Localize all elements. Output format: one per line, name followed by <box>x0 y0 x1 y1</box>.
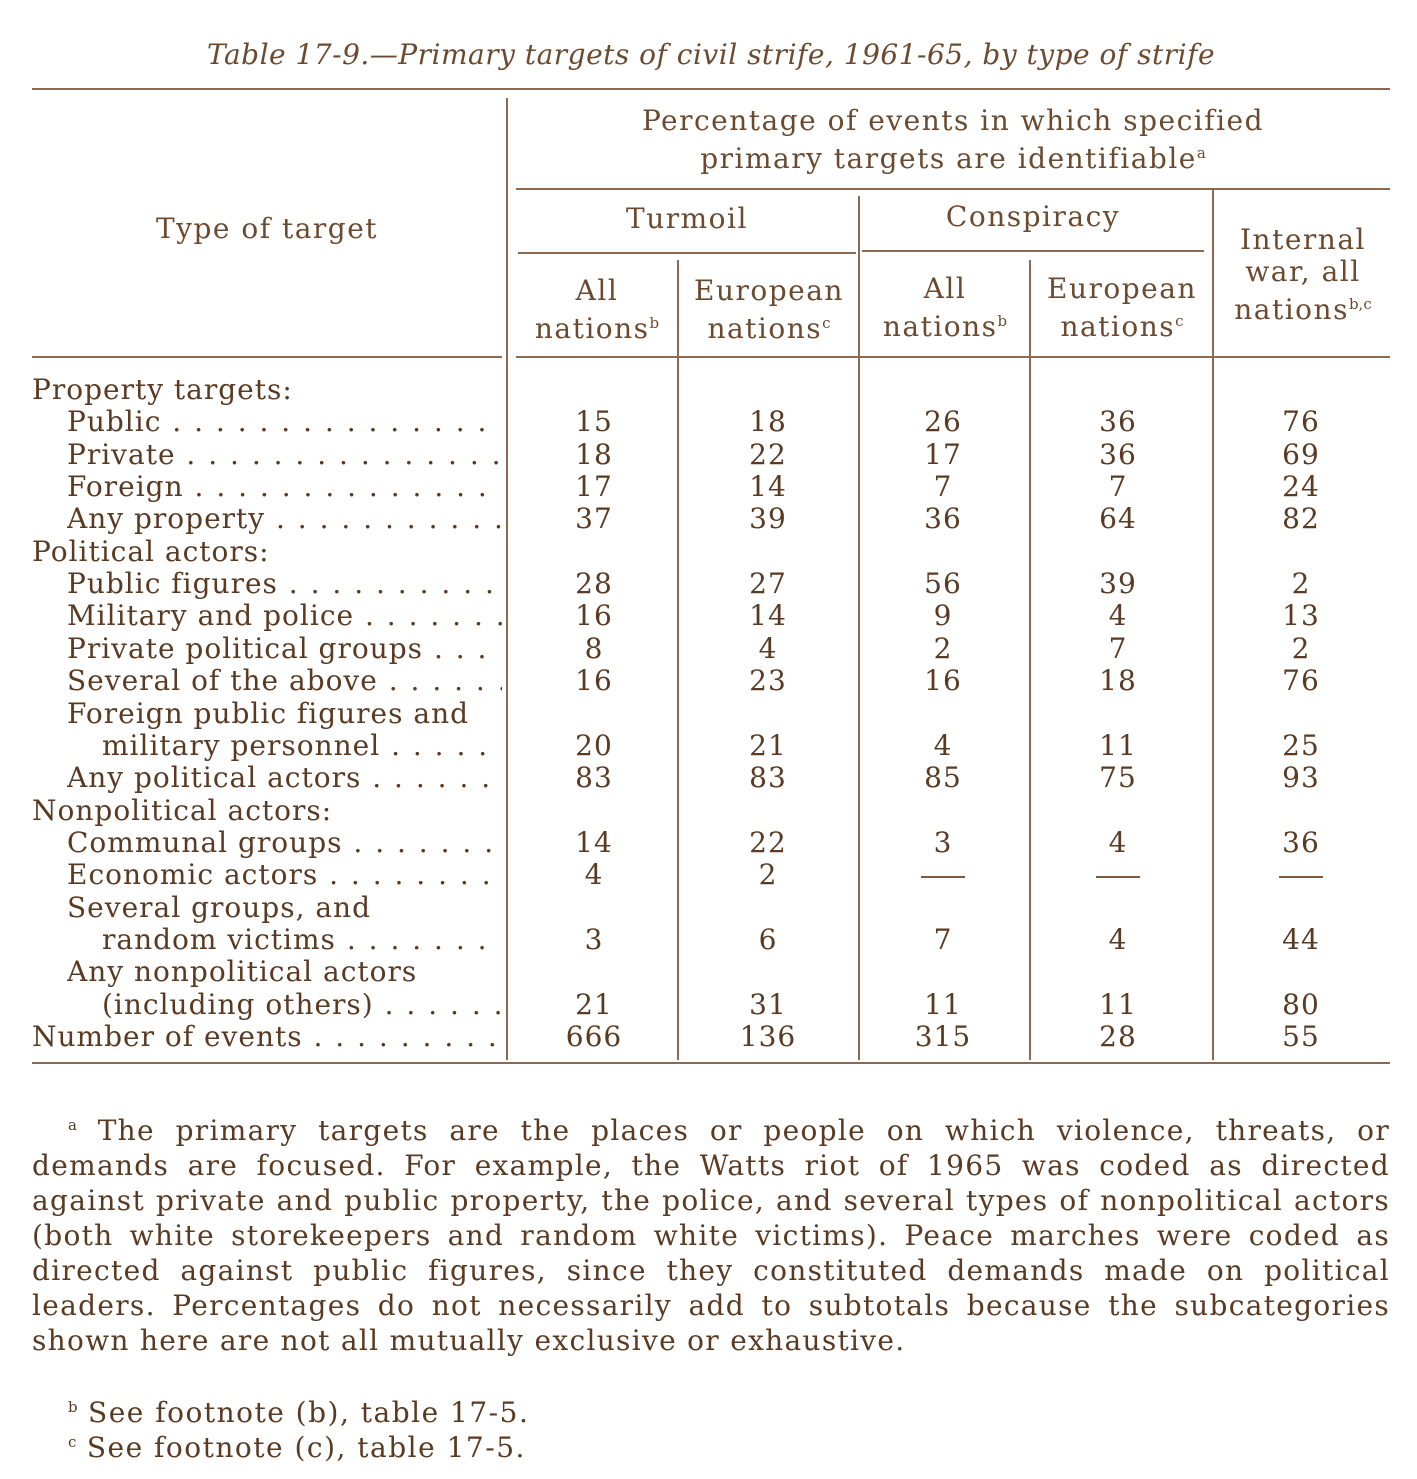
row-value: 14 <box>575 825 613 859</box>
row-value: 25 <box>1282 728 1320 762</box>
table-row <box>32 600 1390 632</box>
row-value: 56 <box>924 567 962 601</box>
table-row <box>32 924 1390 956</box>
table-bottom-rule <box>32 1062 1390 1064</box>
row-value <box>893 859 993 891</box>
turmoil-european-nations-header: European nations$^c$ <box>694 274 844 345</box>
row-label: Nonpolitical actors: <box>32 794 333 827</box>
row-value: 28 <box>1099 1020 1137 1053</box>
dash-mark <box>921 876 965 878</box>
table-row <box>32 568 1390 600</box>
row-label: Several groups, and <box>67 891 372 924</box>
row-value: 83 <box>575 761 613 795</box>
table-row <box>32 536 1390 568</box>
row-value: 13 <box>1282 599 1320 633</box>
table-caption: Table 17-9.—Primary targets of civil strife, 1961-65, by type of strife <box>206 38 1216 71</box>
row-value: 3 <box>933 825 953 859</box>
row-value: 14 <box>749 470 787 504</box>
row-value: 2 <box>758 858 778 892</box>
row-value: 16 <box>924 664 962 698</box>
table-row <box>32 406 1390 438</box>
row-value: 2 <box>933 631 953 665</box>
row-value: 15 <box>575 405 613 439</box>
column-header-rule <box>516 356 1390 358</box>
row-value: 8 <box>584 631 604 665</box>
row-label: Private political groups . . . <box>67 633 502 665</box>
table-row <box>32 665 1390 697</box>
row-value <box>1251 859 1351 891</box>
row-value: 22 <box>749 437 787 471</box>
turmoil-all-nations-header: All nations$^b$ <box>534 274 660 345</box>
row-value: 85 <box>924 761 962 795</box>
footnote-a <box>32 1108 1390 1358</box>
stub-header-rule <box>32 356 502 358</box>
row-value: 36 <box>1099 437 1137 471</box>
table-row <box>32 859 1390 891</box>
table-row <box>32 892 1390 924</box>
row-value: 80 <box>1282 987 1320 1021</box>
row-value: 3 <box>584 922 604 956</box>
row-value: 18 <box>575 437 613 471</box>
spanner-rule <box>516 188 1390 190</box>
dash-mark <box>1096 876 1140 878</box>
row-value: 22 <box>749 825 787 859</box>
row-value: 93 <box>1282 761 1320 795</box>
row-label: Property targets: <box>32 374 293 406</box>
row-value: 76 <box>1282 405 1320 439</box>
row-value: 16 <box>575 599 613 633</box>
row-value: 27 <box>749 567 787 601</box>
row-label: Public figures . . . <box>67 568 502 600</box>
row-value: 64 <box>1099 502 1137 536</box>
row-value: 11 <box>1099 728 1137 762</box>
table-top-rule <box>32 88 1390 90</box>
table-row <box>32 827 1390 859</box>
row-value: 21 <box>575 987 613 1021</box>
table-row <box>32 633 1390 665</box>
conspiracy-header: Conspiracy <box>945 200 1121 233</box>
row-value: 55 <box>1282 1020 1320 1053</box>
row-value <box>1068 859 1168 891</box>
row-value: 2 <box>1291 567 1311 601</box>
row-label: Communal groups . . . <box>67 827 502 859</box>
row-value: 18 <box>749 405 787 439</box>
row-label: Any political actors . . . <box>67 762 502 794</box>
row-value: 17 <box>924 437 962 471</box>
row-value: 7 <box>933 470 953 504</box>
row-value: 20 <box>575 728 613 762</box>
row-label: random victims . . . <box>102 924 502 956</box>
row-value: 4 <box>584 858 604 892</box>
row-value: 28 <box>575 567 613 601</box>
row-label: Economic actors . . . <box>67 859 502 891</box>
row-value: 4 <box>1108 599 1128 633</box>
table-row <box>32 730 1390 762</box>
table-row <box>32 956 1390 988</box>
row-value: 23 <box>749 664 787 698</box>
row-value: 4 <box>933 728 953 762</box>
table-row <box>32 989 1390 1021</box>
row-value: 36 <box>1099 405 1137 439</box>
row-value: 7 <box>1108 470 1128 504</box>
row-label: military personnel . . . <box>102 730 502 762</box>
row-label: Private . . . <box>67 439 502 471</box>
row-value: 666 <box>565 1020 623 1053</box>
row-label: Foreign public figures and <box>67 697 470 730</box>
row-value: 83 <box>749 761 787 795</box>
row-value: 11 <box>1099 987 1137 1021</box>
row-value: 31 <box>749 987 787 1021</box>
spanner-header <box>516 104 1390 175</box>
row-label: Public . . . <box>67 406 502 438</box>
spanner-line-2: primary targets are identifiable$^a$ <box>700 142 1206 175</box>
row-value: 2 <box>1291 631 1311 665</box>
row-value: 26 <box>924 405 962 439</box>
table-row <box>32 762 1390 794</box>
footnote-a-mark: a <box>68 1116 77 1134</box>
footnote-c: $^c$ See footnote (c), table 17-5. <box>68 1431 526 1464</box>
table-row <box>32 471 1390 503</box>
table-row <box>32 374 1390 406</box>
row-value: 69 <box>1282 437 1320 471</box>
footnote-mark-a: a <box>1196 144 1206 162</box>
row-value: 21 <box>749 728 787 762</box>
table-row <box>32 439 1390 471</box>
table-row <box>32 795 1390 827</box>
dash-mark <box>1279 876 1323 878</box>
row-value: 7 <box>933 922 953 956</box>
row-value: 39 <box>749 502 787 536</box>
row-value: 4 <box>758 631 778 665</box>
row-label: Several of the above . . . <box>67 665 502 697</box>
row-value: 75 <box>1099 761 1137 795</box>
row-value: 4 <box>1108 922 1128 956</box>
spanner-line-1: Percentage of events in which specified <box>641 104 1265 137</box>
footnote-b: $^b$ See footnote (b), table 17-5. <box>68 1396 530 1429</box>
table-row <box>32 1021 1390 1053</box>
conspiracy-all-nations-header: All nations$^b$ <box>882 272 1008 343</box>
row-value: 315 <box>914 1020 972 1053</box>
row-value: 7 <box>1108 631 1128 665</box>
row-value: 6 <box>758 922 778 956</box>
row-label: Any nonpolitical actors <box>67 956 418 989</box>
row-value: 136 <box>739 1020 797 1053</box>
footnote-a-text: The primary targets are the places or people on which violence, threats, or demands are focused. For example, the Watts riot of 1965 was coded as directed against private and public property, the police, and several types of nonpolitical actors (both white storekeepers and random white victims). Peace marches were coded as directed against public figures, since they constituted demands made on political leaders. Percentages do not necessarily add to subtotals because the subcategories shown here are not all mutually exclusive or exhaustive. <box>32 1114 1390 1357</box>
row-value: 76 <box>1282 664 1320 698</box>
turmoil-rule <box>518 252 856 254</box>
row-value: 14 <box>749 599 787 633</box>
row-value: 9 <box>933 599 953 633</box>
table-row <box>32 698 1390 730</box>
conspiracy-european-nations-header: European nations$^c$ <box>1047 272 1197 343</box>
row-value: 4 <box>1108 825 1128 859</box>
row-value: 39 <box>1099 567 1137 601</box>
table-row <box>32 503 1390 535</box>
row-label: Number of events . . . <box>32 1021 502 1053</box>
row-label: Any property . . . <box>67 503 502 535</box>
row-label: (including others) . . . <box>102 989 502 1021</box>
row-label: Military and police . . . <box>67 600 502 632</box>
row-value: 17 <box>575 470 613 504</box>
row-label: Political actors: <box>32 535 270 568</box>
row-value: 18 <box>1099 664 1137 698</box>
row-label: Foreign . . . <box>67 471 502 503</box>
internal-war-header: Internal war, all nations$^{b,c}$ <box>1234 223 1372 326</box>
row-value: 44 <box>1282 922 1320 956</box>
row-value: 36 <box>1282 825 1320 859</box>
conspiracy-rule <box>862 250 1204 252</box>
row-value: 24 <box>1282 470 1320 504</box>
row-value: 16 <box>575 664 613 698</box>
row-value: 82 <box>1282 502 1320 536</box>
row-value: 11 <box>924 987 962 1021</box>
stub-header: Type of target <box>155 212 379 245</box>
row-value: 36 <box>924 502 962 536</box>
turmoil-header: Turmoil <box>626 202 748 235</box>
row-value: 37 <box>575 502 613 536</box>
